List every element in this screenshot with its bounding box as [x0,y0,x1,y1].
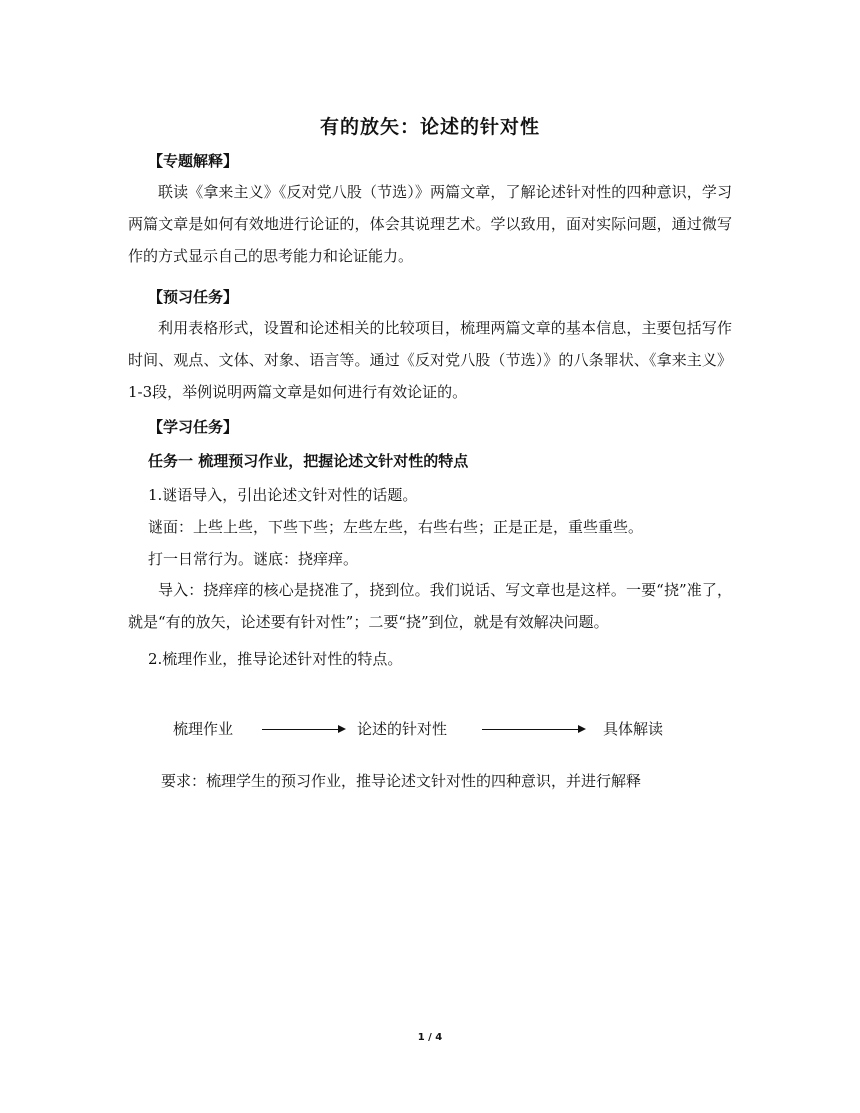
flow-arrow-1-icon [262,729,344,730]
section-heading-preview: 【预习任务】 [148,288,239,306]
page-number: 1 / 4 [417,1032,443,1043]
document-title: 有的放矢：论述的针对性 [319,116,540,138]
riddle-text: 谜面：上些上些，下些下些；左些左些，右些右些；正是正是，重些重些。 [148,518,644,536]
intro-paragraph: 导入：挠痒痒的核心是挠准了，挠到位。我们说话、写文章也是这样。一要“挠”准了，就是“有的放矢，论述要有针对性”；二要“挠”到位，就是有效解决问题。 [128,581,732,631]
requirement-text: 要求：梳理学生的预习作业，推导论述文针对性的四种意识，并进行解释 [161,772,642,790]
riddle-hint-text: 打一日常行为。谜底：挠痒痒。 [148,550,359,568]
flow-step-1: 梳理作业 [173,720,234,738]
task1-title: 任务一 梳理预习作业，把握论述文针对性的特点 [148,452,469,470]
preview-paragraph: 利用表格形式，设置和论述相关的比较项目，梳理两篇文章的基本信息，主要包括写作时间、观点、文体、对象、语言等。通过《反对党八股（节选）》的八条罪状、《拿来主义》1-3段，举例说明两篇文章是如何进行有效论证的。 [128,319,732,401]
section-heading-learning: 【学习任务】 [148,418,239,436]
section-heading-explanation: 【专题解释】 [148,152,239,170]
flow-arrow-2-icon [482,729,584,730]
flow-step-2: 论述的针对性 [357,720,448,738]
explanation-paragraph: 联读《拿来主义》《反对党八股（节选）》两篇文章，了解论述针对性的四种意识，学习两篇文章是如何有效地进行论证的，体会其说理艺术。学以致用，面对实际问题，通过微写作的方式显示自己的思考能力和论证能力。 [128,183,732,265]
flow-step-3: 具体解读 [603,720,664,738]
step1-text: 1.谜语导入，引出论述文针对性的话题。 [148,486,418,504]
step2-text: 2.梳理作业，推导论述针对性的特点。 [148,650,403,668]
